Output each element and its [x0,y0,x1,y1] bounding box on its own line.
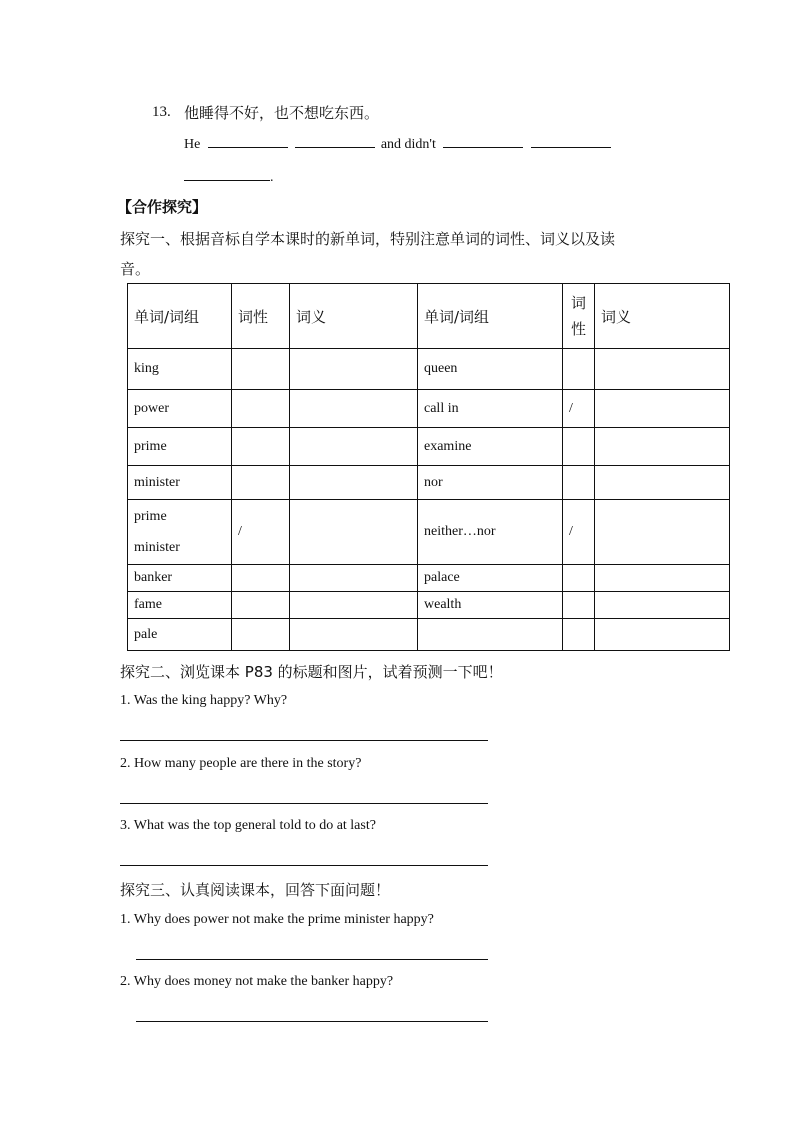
vocab-cell-pos-right[interactable] [563,466,595,500]
vocab-cell-word-left: prime minister [128,500,232,565]
vocab-cell-meaning-right[interactable] [595,565,730,592]
vocab-cell-meaning-right[interactable] [595,349,730,390]
vocab-cell-pos-right: / [563,390,595,428]
vocab-row [128,466,730,500]
vocab-cell-meaning-left[interactable] [290,500,418,565]
vocab-cell-meaning-left[interactable] [290,466,418,500]
vocab-cell-pos-left[interactable] [232,565,290,592]
vocab-cell-meaning-right[interactable] [595,390,730,428]
q13-word-and-didnt: and didn't [380,137,436,152]
q13-word-he: He [184,137,201,152]
explore3-question-2: 2. Why does money not make the banker happy? [120,974,394,989]
q13-blank-3[interactable] [443,135,523,148]
vocab-cell-meaning-right[interactable] [595,466,730,500]
vocab-cell-word-left: pale [128,619,232,651]
header-word-right: 单词/词组 [418,284,563,349]
header-pos-right [563,284,595,349]
explore2-question-1: 1. Was the king happy? Why? [120,693,288,708]
vocab-cell-meaning-left[interactable] [290,349,418,390]
explore3-answer-line-1[interactable] [136,959,488,960]
vocab-cell-meaning-left[interactable] [290,390,418,428]
q13-blank-5[interactable] [184,168,270,181]
vocab-header-row [128,284,730,349]
vocab-row [128,349,730,390]
vocab-cell-word-left: power [128,390,232,428]
header-pos-right-char2: 性 [570,320,586,338]
vocab-cell-pos-left[interactable] [232,592,290,619]
vocab-cell-pos-right[interactable] [563,565,595,592]
header-meaning-right: 词义 [595,284,730,349]
vocab-cell-pos-left[interactable] [232,619,290,651]
vocab-cell-word-right: examine [418,428,563,466]
vocab-row [128,592,730,619]
q13-english-line [184,135,611,153]
vocab-cell-pos-right[interactable] [563,349,595,390]
vocab-cell-pos-left[interactable] [232,466,290,500]
vocab-cell-word-right: nor [418,466,563,500]
vocab-cell-word-left: fame [128,592,232,619]
explore2-question-2: 2. How many people are there in the story? [120,756,362,771]
vocab-cell-pos-left[interactable] [232,349,290,390]
q13-continuation-line [184,168,274,186]
vocab-cell-meaning-left[interactable] [290,565,418,592]
explore1-instruction-line2: 音。 [120,260,151,278]
vocab-row [128,390,730,428]
vocab-row [128,428,730,466]
vocab-cell-word-left: prime [128,428,232,466]
vocab-cell-meaning-left[interactable] [290,592,418,619]
vocab-row [128,565,730,592]
vocab-cell-meaning-right[interactable] [595,428,730,466]
vocab-cell-meaning-left[interactable] [290,619,418,651]
explore3-instruction: 探究三、认真阅读课本，回答下面问题！ [120,881,391,899]
q13-end-punct: . [270,170,274,185]
vocab-cell-meaning-right[interactable] [595,619,730,651]
explore3-answer-line-2[interactable] [136,1021,488,1022]
vocab-cell-word-left: king [128,349,232,390]
header-pos-right-char1: 词 [570,294,586,312]
explore2-answer-line-3[interactable] [120,865,488,866]
vocab-cell-word-right: queen [418,349,563,390]
vocab-cell-pos-right: / [563,500,595,565]
vocab-cell-word-right: call in [418,390,563,428]
vocab-cell-pos-right[interactable] [563,592,595,619]
explore2-question-3: 3. What was the top general told to do at last? [120,818,376,833]
q13-blank-4[interactable] [531,135,611,148]
vocab-cell-pos-right[interactable] [563,619,595,651]
explore2-instruction: 探究二、浏览课本 P83 的标题和图片，试着预测一下吧！ [120,663,503,681]
vocab-cell-pos-left[interactable] [232,428,290,466]
vocab-cell-word-left: banker [128,565,232,592]
vocab-row [128,500,730,565]
vocab-cell-word-right: wealth [418,592,563,619]
vocab-table [127,283,730,651]
vocab-cell-word-right: palace [418,565,563,592]
vocab-row [128,619,730,651]
vocab-cell-meaning-right[interactable] [595,592,730,619]
vocab-cell-meaning-left[interactable] [290,428,418,466]
section-title: 【合作探究】 [117,198,208,216]
header-pos-left: 词性 [232,284,290,349]
vocab-cell-pos-left: / [232,500,290,565]
explore2-answer-line-1[interactable] [120,740,488,741]
explore1-instruction-line1: 探究一、根据音标自学本课时的新单词，特别注意单词的词性、词义以及读 [120,230,616,248]
vocab-cell-pos-left[interactable] [232,390,290,428]
vocab-cell-word-right[interactable] [418,619,563,651]
vocab-cell-word-left: minister [128,466,232,500]
q13-blank-2[interactable] [295,135,375,148]
explore3-question-1: 1. Why does power not make the prime minister happy? [120,912,434,927]
q13-blank-1[interactable] [208,135,288,148]
vocab-cell-pos-right[interactable] [563,428,595,466]
header-word-left: 单词/词组 [128,284,232,349]
vocab-cell-meaning-right[interactable] [595,500,730,565]
explore2-answer-line-2[interactable] [120,803,488,804]
header-meaning-left: 词义 [290,284,418,349]
vocab-cell-word-right: neither…nor [418,500,563,565]
q13-chinese-sentence: 他睡得不好，也不想吃东西。 [184,104,380,122]
q13-number: 13. [152,104,171,120]
